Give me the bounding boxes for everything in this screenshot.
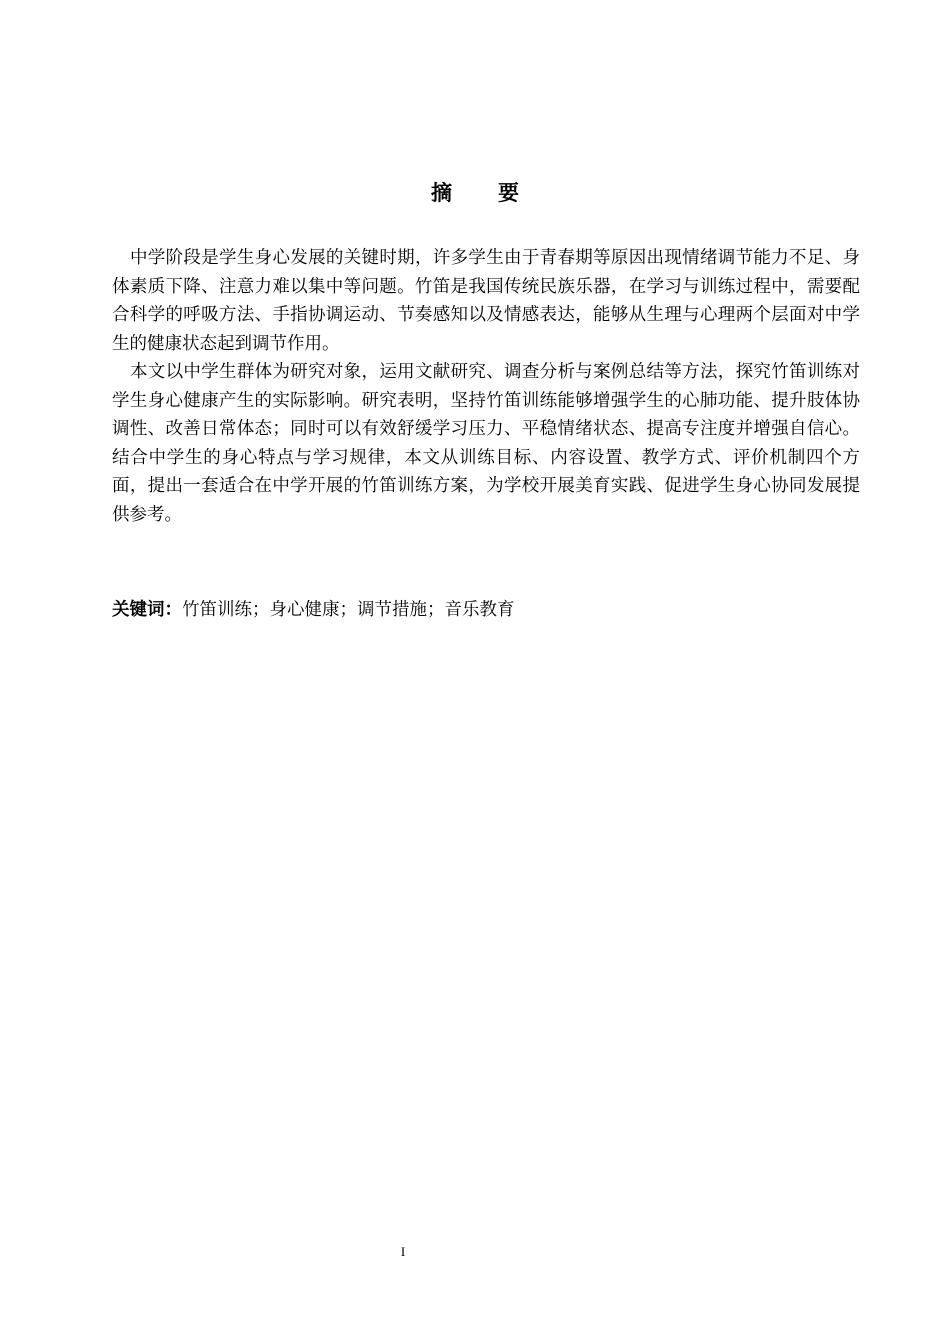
page-number: I	[400, 1244, 406, 1259]
abstract-paragraph-2: 本文以中学生群体为研究对象，运用文献研究、调查分析与案例总结等方法，探究竹笛训练对学生身心健康产生的实际影响。研究表明，坚持竹笛训练能够增强学生的心肺功能、提升肢体协调性、改善日常体态；同时可以有效舒缓学习压力、平稳情绪状态、提高专注度并增强自信心。结合中学生的身心特点与学习规律，本文从训练目标、内容设置、教学方式、评价机制四个方面，提出一套适合在中学开展的竹笛训练方案，为学校开展美育实践、促进学生身心协同发展提供参考。	[112, 362, 860, 525]
keywords-line	[112, 596, 860, 624]
abstract-title-char-1: 摘	[431, 181, 452, 205]
keywords-label: 关键词：	[112, 600, 182, 620]
abstract-title	[0, 176, 950, 210]
abstract-title-char-2: 要	[498, 181, 519, 205]
keywords-text: 竹笛训练；身心健康；调节措施；音乐教育	[182, 600, 515, 620]
abstract-body	[112, 244, 860, 529]
abstract-paragraph-1: 中学阶段是学生身心发展的关键时期，许多学生由于青春期等原因出现情绪调节能力不足、身体素质下降、注意力难以集中等问题。竹笛是我国传统民族乐器，在学习与训练过程中，需要配合科学的呼吸方法、手指协调运动、节奏感知以及情感表达，能够从生理与心理两个层面对中学生的健康状态起到调节作用。	[112, 248, 860, 354]
